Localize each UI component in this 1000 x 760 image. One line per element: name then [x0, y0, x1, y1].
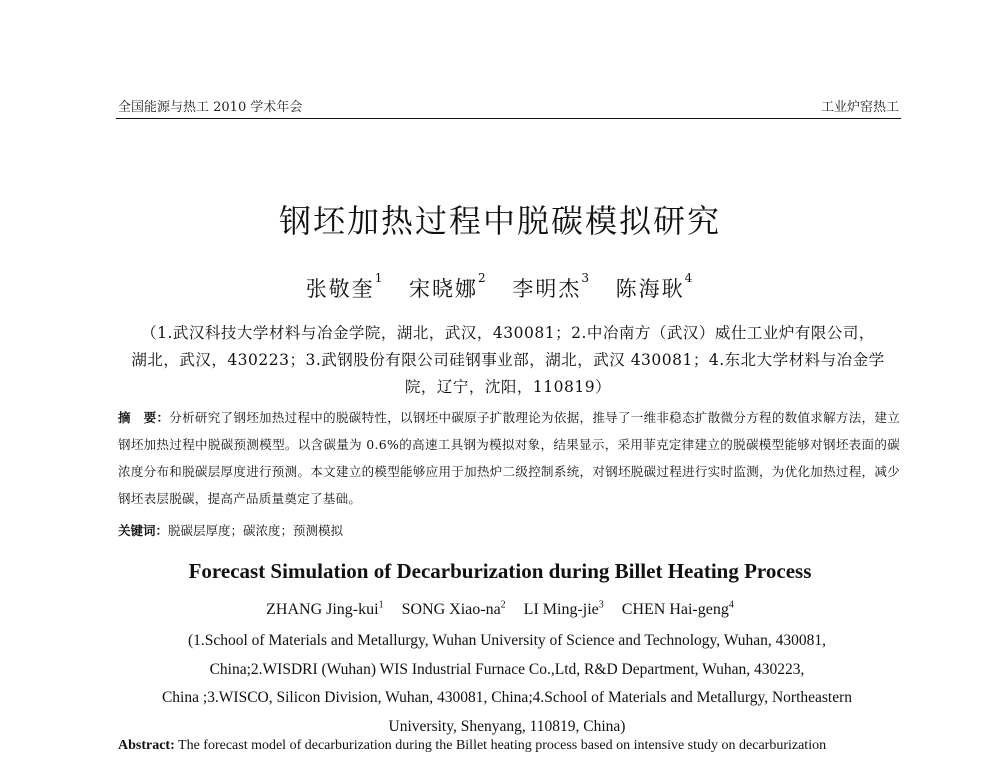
abstract-label: Abstract: — [118, 738, 175, 753]
english-authors — [0, 600, 1000, 619]
chinese-author — [409, 271, 488, 301]
english-title: Forecast Simulation of Decarburization during Billet Heating Process — [188, 559, 812, 583]
running-header-right: 工业炉窑热工 — [820, 100, 899, 115]
running-header — [116, 93, 901, 117]
author-sup: 2 — [478, 271, 488, 285]
affiliation-line: University, Shenyang, 110819, China) — [388, 717, 626, 735]
author-sup: 1 — [378, 600, 384, 611]
author-name: 李明杰 — [512, 277, 582, 301]
running-header-left: 全国能源与热工 2010 学术年会 — [118, 100, 303, 115]
abstract-text: The forecast model of decarburization during the Billet heating process based on intensive study on decarburization — [174, 738, 827, 753]
affiliation-line: China ;3.WISCO, Silicon Division, Wuhan, 430081, China;4.School of Materials and Metallurgy, Northeastern — [161, 689, 853, 706]
author-name: 张敬奎 — [305, 277, 375, 301]
author-name: SONG Xiao-na — [401, 601, 501, 619]
english-affiliations — [112, 627, 902, 741]
chinese-affiliations — [118, 320, 898, 401]
english-author — [402, 601, 506, 618]
affiliation-line: China;2.WISDRI (Wuhan) WIS Industrial Furnace Co.,Ltd, R&D Department, Wuhan, 430223, — [209, 660, 805, 678]
author-sup: 4 — [728, 600, 734, 611]
author-sup: 3 — [598, 600, 604, 611]
keywords-label: 关键词： — [118, 523, 169, 538]
abstract-text: 分析研究了钢坯加热过程中的脱碳特性，以钢坯中碳原子扩散理论为依据，推导了一维非稳态扩散微分方程的数值求解方法，建立钢坯加热过程中脱碳预测模型。以含碳量为 0.6%的高速工具钢为模拟对象，结果显示，采用菲克定律建立的脱碳模型能够对钢坯表面的碳浓度分布和脱碳层厚度进行预测。本文建立的模型能够应用于加热炉二级控制系统，对钢坯脱碳过程进行实时监测，为优化加热过程，减少钢坯表层脱碳，提高产品质量奠定了基础。 — [118, 410, 900, 506]
author-sup: 3 — [581, 271, 591, 285]
author-name: ZHANG Jing-kui — [266, 601, 379, 619]
abstract-label: 摘 要： — [118, 410, 170, 425]
english-author — [524, 601, 604, 618]
affiliation-line: 院，辽宁，沈阳，110819） — [404, 378, 612, 396]
author-name: 陈海耿 — [615, 277, 685, 301]
affiliation-line: (1.School of Materials and Metallurgy, Wuhan University of Science and Technology, Wuhan, 430081, — [187, 632, 827, 649]
chinese-author — [305, 271, 385, 301]
chinese-title: 钢坯加热过程中脱碳模拟研究 — [278, 202, 721, 240]
chinese-abstract — [118, 404, 900, 512]
author-name: LI Ming-jie — [523, 601, 599, 619]
author-sup: 1 — [374, 271, 385, 285]
english-author — [266, 601, 383, 618]
chinese-author — [512, 271, 591, 301]
chinese-keywords — [118, 519, 900, 543]
author-sup: 2 — [500, 600, 506, 611]
english-author — [622, 601, 734, 618]
keywords-text: 脱碳层厚度；碳浓度；预测模拟 — [168, 523, 344, 538]
author-name: CHEN Hai-geng — [621, 601, 729, 619]
english-abstract — [118, 738, 918, 754]
author-sup: 4 — [684, 271, 695, 285]
header-rule — [116, 118, 901, 119]
affiliation-line: 湖北，武汉，430223；3.武钢股份有限公司硅钢事业部，湖北，武汉 430081；4.东北大学材料与冶金学 — [131, 351, 885, 369]
affiliation-line: （1.武汉科技大学材料与冶金学院，湖北，武汉，430081；2.中冶南方（武汉）威仕工业炉有限公司， — [141, 324, 875, 342]
chinese-authors — [0, 273, 1000, 303]
author-name: 宋晓娜 — [409, 277, 479, 301]
chinese-author — [615, 271, 695, 301]
